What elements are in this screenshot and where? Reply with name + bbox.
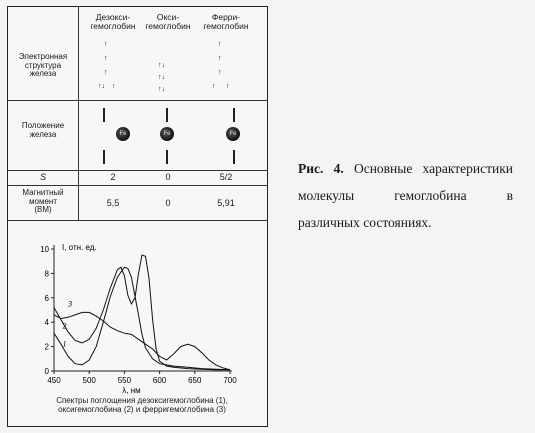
row-electron-label: Электронная структура железа [18,52,68,78]
fe-atom-ferri: Fe [226,127,240,141]
divider-1 [8,100,267,101]
x-tick-label: 500 [82,376,96,385]
caption-line-3: различных состояниях. [298,215,432,230]
caption-line-2: молекулы гемоглобина в [298,188,514,203]
x-tick-label: 550 [117,376,132,385]
series-3-label: 3 [68,299,73,309]
col-deoxy-header: Дезокси- гемоглобин [90,12,136,31]
y-axis-label: I, отн. ед. [62,243,97,252]
fe-atom-oxy: Fe [160,127,174,141]
y-tick-label: 0 [44,367,49,376]
x-tick-label: 700 [223,376,237,385]
divider-2 [8,170,267,171]
x-tick-label: 650 [188,376,202,385]
figure-panel: Дезокси- гемоглобин Окси- гемоглобин Ферри- гемоглобин Электронная структура железа ↑ ↑ ↑ ↑↓ ↑ ↑↓ ↑↓ ↑↓ ↑ ↑ ↑ ↑ ↑ Положение железа Fe Fe Fe S 2 0 5/2 Магнитный момент (BM) 5,5 0 5,91 0 2 4 6 8 10 450 500 550 600 650 700 I, отн. ед. λ, нм 1 2 3 Спектры поглощения дезоксигемоглобина (1), оксигемоглобина (2) и ферригемоглобина (3) [7,6,268,427]
divider-4 [8,220,267,221]
x-axis-label: λ, нм [122,386,141,395]
series-2-line [54,255,230,370]
mag-ferri: 5,91 [217,198,235,208]
row-s-label: S [39,172,46,182]
s-deoxy: 2 [110,172,116,182]
x-tick-label: 450 [47,376,61,385]
s-ferri: 5/2 [219,172,233,182]
series-2-label: 2 [62,321,67,331]
figure-caption [298,155,513,236]
s-oxy: 0 [165,172,171,182]
label-column-divider [78,7,79,220]
col-oxy-header: Окси- гемоглобин [145,12,191,31]
fe-atom-deoxy: Fe [116,127,130,141]
caption-line-1: Рис. 4. Основные характеристики [298,161,513,176]
row-position-label: Положение железа [21,121,65,139]
mag-deoxy: 5,5 [106,198,120,208]
y-tick-label: 10 [40,245,49,254]
y-tick-label: 6 [44,293,49,303]
figure-label: Рис. 4. [298,161,344,176]
series-3-line [54,312,230,369]
y-tick-label: 2 [44,342,49,352]
y-tick-label: 8 [44,269,49,279]
row-magnetic-label: Магнитный момент (BM) [22,188,64,214]
col-ferri-header: Ферри- гемоглобин [203,12,249,31]
series-1-label: 1 [62,339,67,349]
x-tick-label: 600 [152,376,167,385]
divider-3 [8,185,267,186]
y-tick-label: 4 [44,318,49,328]
absorption-spectra-chart [8,235,267,395]
mag-oxy: 0 [165,198,171,208]
chart-caption: Спектры поглощения дезоксигемоглобина (1), оксигемоглобина (2) и ферригемоглобина (3) [56,396,228,414]
